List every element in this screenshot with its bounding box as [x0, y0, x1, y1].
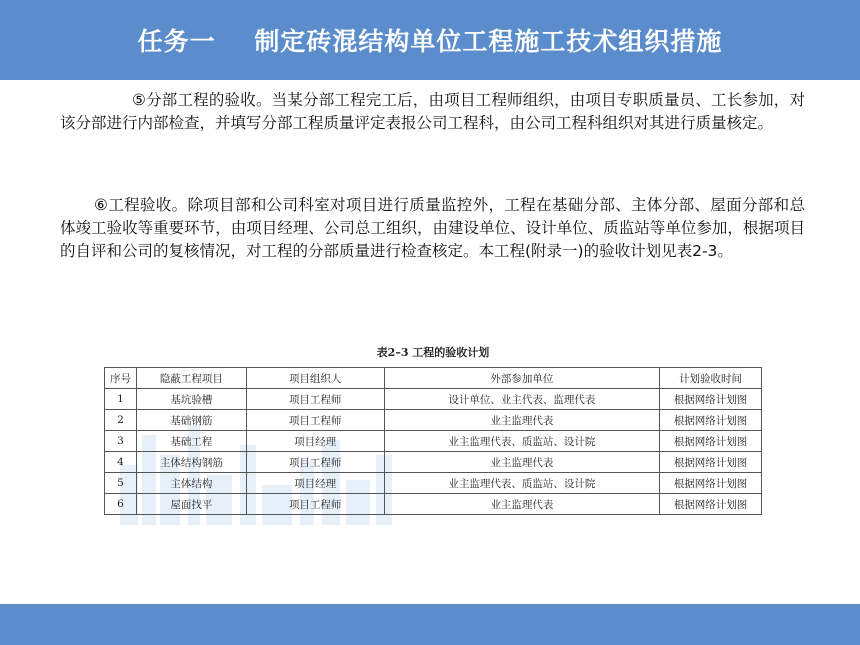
acceptance-plan-table-block — [104, 345, 762, 525]
table-cell: 项目经理 — [246, 431, 384, 452]
table-cell: 2 — [105, 410, 137, 431]
table-cell: 基础钢筋 — [136, 410, 246, 431]
table-row — [105, 410, 762, 431]
paragraph-project-acceptance: ⑥工程验收。除项目部和公司科室对项目进行质量监控外，工程在基础分部、主体分部、屋面分部和总体竣工验收等重要环节，由项目经理、公司总工组织，由建设单位、设计单位、质监站等单位参加，根据项目的自评和公司的复核情况，对工程的分部质量进行检查核定。本工程(附录一)的验收计划见表2-3。 — [60, 196, 805, 260]
table-cell: 根据网络计划图 — [660, 452, 762, 473]
column-header: 隐蔽工程项目 — [136, 368, 246, 389]
paragraph-subsection-acceptance: ⑤分部工程的验收。当某分部工程完工后，由项目工程师组织，由项目专职质量员、工长参加，对该分部进行内部检查，并填写分部工程质量评定表报公司工程科，由公司工程科组织对其进行质量核定。 — [60, 91, 805, 132]
table-cell: 项目工程师 — [246, 389, 384, 410]
table-cell: 根据网络计划图 — [660, 389, 762, 410]
acceptance-plan-table — [104, 367, 762, 515]
table-cell: 基坑验槽 — [136, 389, 246, 410]
table-row — [105, 431, 762, 452]
table-cell: 主体结构钢筋 — [136, 452, 246, 473]
table-cell: 业主监理代表 — [384, 410, 660, 431]
table-cell: 5 — [105, 473, 137, 494]
table-cell: 屋面找平 — [136, 494, 246, 515]
table-row — [105, 473, 762, 494]
table-cell: 4 — [105, 452, 137, 473]
table-cell: 项目工程师 — [246, 410, 384, 431]
table-cell: 根据网络计划图 — [660, 473, 762, 494]
table-cell: 6 — [105, 494, 137, 515]
footer-bar — [0, 604, 860, 645]
table-cell: 业主监理代表、质监站、设计院 — [384, 473, 660, 494]
table-cell: 业主监理代表 — [384, 494, 660, 515]
table-row — [105, 389, 762, 410]
table-cell: 业主监理代表 — [384, 452, 660, 473]
table-cell: 设计单位、业主代表、监理代表 — [384, 389, 660, 410]
column-header: 序号 — [105, 368, 137, 389]
table-header-row — [105, 368, 762, 389]
table-caption: 表2–3 工程的验收计划 — [376, 346, 490, 359]
table-cell: 3 — [105, 431, 137, 452]
table-row — [105, 494, 762, 515]
table-cell: 根据网络计划图 — [660, 410, 762, 431]
table-cell: 主体结构 — [136, 473, 246, 494]
table-cell: 项目工程师 — [246, 452, 384, 473]
column-header: 计划验收时间 — [660, 368, 762, 389]
table-row — [105, 452, 762, 473]
table-cell: 1 — [105, 389, 137, 410]
table-cell: 根据网络计划图 — [660, 494, 762, 515]
column-header: 外部参加单位 — [384, 368, 660, 389]
table-cell: 项目经理 — [246, 473, 384, 494]
header-bar — [0, 0, 860, 80]
table-cell: 根据网络计划图 — [660, 431, 762, 452]
table-cell: 业主监理代表、质监站、设计院 — [384, 431, 660, 452]
column-header: 项目组织人 — [246, 368, 384, 389]
table-cell: 项目工程师 — [246, 494, 384, 515]
table-cell: 基础工程 — [136, 431, 246, 452]
page-title: 任务一 制定砖混结构单位工程施工技术组织措施 — [137, 27, 723, 56]
